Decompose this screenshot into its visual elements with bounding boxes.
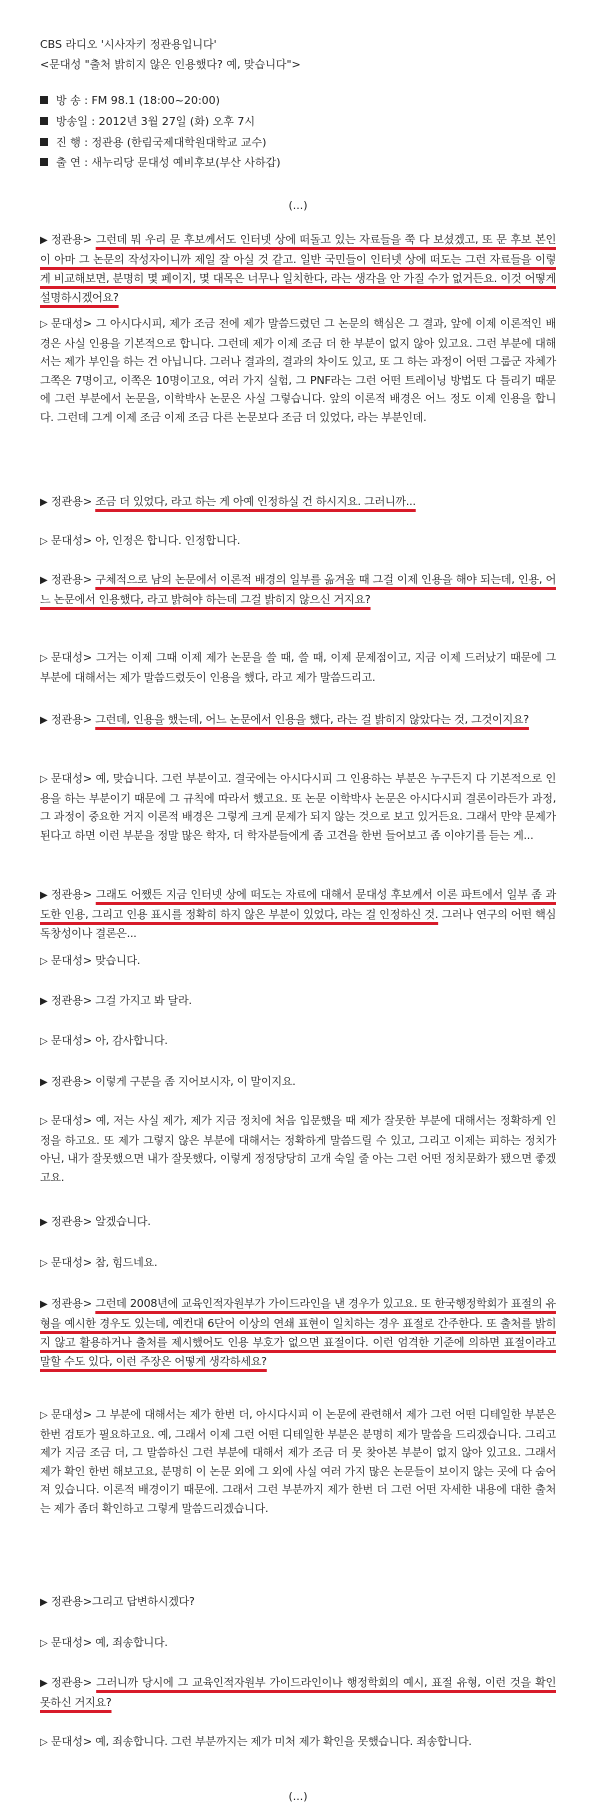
highlighted-question: 구체적으로 남의 논문에서 이론적 배경의 일부를 옮겨올 때 그걸 이제 인용을 해야 되는데, 인용, 어느 논문에서 인용했다, 라고 밝혀야 하는데 그걸 밝히지 않으신 거지요? [40,573,556,606]
highlighted-question: 그런데 2008년에 교육인적자원부가 가이드라인을 낸 경우가 있고요. 또 한국행정학회가 표절의 유형을 예시한 경우도 있는데, 예컨대 6단어 이상의 연쇄 표현이 일치하는 경우 표절로 간주한다. 또 출처를 밝히지 않고 활용하거나 출처를 제시했어도 인용 부호가 없으면 표절이다. 이런 엄격한 기준에 의하면 표절이라고 말할 수도 있다, 이런 주장은 어떻게 생각하세요? [40,1297,556,1368]
transcript-turn-host: ▶ 정관용> 조금 더 있었다, 라고 하는 게 아예 인정하실 건 하시지요. 그러니까... [40,495,416,508]
transcript-turn-guest: ▷ 문대성> 그거는 이제 그때 이제 제가 논문을 쓸 때, 쓸 때, 이제 문제점이고, 지금 이제 드러났기 때문에 그 부분에 대해서는 제가 말씀드렸듯이 인용을 했다, 라고 제가 말씀드리고. [40,651,556,684]
highlighted-question: 그런데 뭐 우리 문 후보께서도 인터넷 상에 떠돌고 있는 자료들을 쭉 다 보셨겠고, 또 문 후보 본인이 아마 그 논문의 작성자이니까 제일 잘 아실 것 같고. 일반 국민들이 인터넷 상에 떠도는 그런 자료들을 이렇게 비교해보면, 분명히 몇 페이지, 몇 대목은 너무나 일치한다, 라는 생각을 안 가질 수가 없거든요. 이것 어떻게 설명하시겠어요? [40,233,556,304]
omission-mark-bottom: (...) [288,1790,308,1803]
transcript-turn-guest: ▷ 문대성> 예, 죄송합니다. 그런 부분까지는 제가 미처 제가 확인을 못했습니다. 죄송합니다. [40,1735,472,1748]
highlighted-question: 그래도 어쨌든 지금 인터넷 상에 떠도는 자료에 대해서 문대성 후보께서 이론 파트에서 일부 좀 과도한 인용, 그리고 인용 표시를 정확히 하지 않은 부분이 있었다, 라는 걸 인정하신 것. [40,888,556,921]
transcript-turn-host: ▶ 정관용>그리고 답변하시겠다? [40,1595,195,1608]
broadcast-info-row: 방 송 : FM 98.1 (18:00~20:00) [40,93,220,108]
transcript-turn-guest: ▷ 문대성> 아, 감사합니다. [40,1034,168,1047]
air-date-row: 방송일 : 2012년 3월 27일 (화) 오후 7시 [40,114,255,129]
guest-info-row: 출 연 : 새누리당 문대성 예비후보(부산 사하갑) [40,155,281,170]
highlighted-question: 조금 더 있었다, 라고 하는 게 아예 인정하실 건 하시지요. 그러니까... [95,495,416,508]
transcript-turn-guest: ▷ 문대성> 맞습니다. [40,954,141,967]
transcript-turn-host: ▶ 정관용> 그런데, 인용을 했는데, 어느 논문에서 인용을 했다, 라는 걸 밝히지 않았다는 것, 그것이지요? [40,713,529,726]
transcript-turn-host: ▶ 정관용> 그러니까 당시에 그 교육인적자원부 가이드라인이나 행정학회의 예시, 표절 유형, 이런 것을 확인 못하신 거지요? [40,1676,556,1709]
square-bullet-icon [40,117,48,125]
transcript-turn-host: ▶ 정관용> 이렇게 구분을 좀 지어보시자, 이 말이지요. [40,1075,296,1088]
omission-mark-top: (...) [288,199,308,212]
transcript-turn-guest: ▷ 문대성> 그 부분에 대해서는 제가 한번 더, 아시다시피 이 논문에 관련해서 제가 그런 어떤 디테일한 부분은 한번 검토가 필요하고요. 예, 그래서 이제 그런 어떤 디테일한 부분은 분명히 제가 말씀을 드리겠습니다. 그리고 제가 지금 조금 더, 그 말씀하신 그런 부분에 대해서 제가 조금 더 못 찾아본 부분이 없지 않아 있고요. 그래서 제가 확인 한번 해보고요, 분명히 이 논문 외에 그 외에 사실 여러 가지 많은 논문들이 보이지 않는 곳에 다 숨어져 있습니다. 이론적 배경이기 때문에. 그래서 그런 부분까지 제가 한번 더 그런 어떤 자세한 내용에 대한 출처는 제가 좀더 확인하고 그렇게 말씀드리겠습니다. [40,1408,556,1515]
transcript-turn-guest: ▷ 문대성> 예, 죄송합니다. [40,1636,168,1649]
transcript-turn-guest: ▷ 문대성> 예, 맞습니다. 그런 부분이고. 결국에는 아시다시피 그 인용하는 부분은 누구든지 다 기본적으로 인용을 하는 부분이기 때문에 그 규칙에 따라서 했고요. 또 논문 이학박사 논문은 아시다시피 결론이라든가 과정, 그 과정이 중요한 거지 이론적 배경은 그렇게 크게 문제가 되지 않는 것으로 보고 있거든요. 그래서 만약 문제가 된다고 하면 이런 부분을 정말 많은 학자, 더 학자분들에게 좀 고견을 한번 들어보고 좀 이야기를 듣는 게... [40,772,556,842]
square-bullet-icon [40,96,48,104]
transcript-turn-host: ▶ 정관용> 그런데 2008년에 교육인적자원부가 가이드라인을 낸 경우가 있고요. 또 한국행정학회가 표절의 유형을 예시한 경우도 있는데, 예컨대 6단어 이상의 연쇄 표현이 일치하는 경우 표절로 간주한다. 또 출처를 밝히지 않고 활용하거나 출처를 제시했어도 인용 부호가 없으면 표절이다. 이런 엄격한 기준에 의하면 표절이라고 말할 수도 있다, 이런 주장은 어떻게 생각하세요? [40,1297,556,1368]
transcript-turn-host: ▶ 정관용> 그래도 어쨌든 지금 인터넷 상에 떠도는 자료에 대해서 문대성 후보께서 이론 파트에서 일부 좀 과도한 인용, 그리고 인용 표시를 정확히 하지 않은 부분이 있었다, 라는 걸 인정하신 것. 그러나 연구의 어떤 핵심 독창성이나 결론은... [40,888,556,940]
transcript-turn-host: ▶ 정관용> 구체적으로 남의 논문에서 이론적 배경의 일부를 옮겨올 때 그걸 이제 인용을 해야 되는데, 인용, 어느 논문에서 인용했다, 라고 밝혀야 하는데 그걸 밝히지 않으신 거지요? [40,573,556,606]
highlighted-question: 그런데, 인용을 했는데, 어느 논문에서 인용을 했다, 라는 걸 밝히지 않았다는 것, 그것이지요? [95,713,529,726]
square-bullet-icon [40,158,48,166]
square-bullet-icon [40,138,48,146]
highlighted-question: 그러니까 당시에 그 교육인적자원부 가이드라인이나 행정학회의 예시, 표절 유형, 이런 것을 확인 못하신 거지요? [40,1676,556,1709]
transcript-turn-guest: ▷ 문대성> 예, 저는 사실 제가, 제가 지금 정치에 처음 입문했을 때 제가 잘못한 부분에 대해서는 정확하게 인정을 하고요. 또 제가 그렇지 않은 부분에 대해서는 정확하게 말씀드릴 수 있고, 그리고 이제는 피하는 정치가 아닌, 내가 잘못했으면 내가 잘못했다, 이렇게 정정당당히 고개 숙일 줄 아는 그런 어떤 정치문화가 됐으면 좋겠고요. [40,1114,556,1184]
article-headline: <문대성 "출처 밝히지 않은 인용했다? 예, 맞습니다"> [40,58,301,71]
transcript-turn-guest: ▷ 문대성> 참, 힘드네요. [40,1256,158,1269]
transcript-turn-host: ▶ 정관용> 알겠습니다. [40,1215,151,1228]
program-title: CBS 라디오 '시사자키 정관용입니다' [40,38,217,51]
transcript-turn-host: ▶ 정관용> 그런데 뭐 우리 문 후보께서도 인터넷 상에 떠돌고 있는 자료들을 쭉 다 보셨겠고, 또 문 후보 본인이 아마 그 논문의 작성자이니까 제일 잘 아실 것 같고. 일반 국민들이 인터넷 상에 떠도는 그런 자료들을 이렇게 비교해보면, 분명히 몇 페이지, 몇 대목은 너무나 일치한다, 라는 생각을 안 가질 수가 없거든요. 이것 어떻게 설명하시겠어요? [40,233,556,304]
host-info-row: 진 행 : 정관용 (한림국제대학원대학교 교수) [40,135,266,150]
transcript-turn-host: ▶ 정관용> 그걸 가지고 봐 달라. [40,994,192,1007]
transcript-turn-guest: ▷ 문대성> 그 아시다시피, 제가 조금 전에 제가 말씀드렸던 그 논문의 핵심은 그 결과, 앞에 이제 이론적인 배경은 사실 인용을 기본적으로 합니다. 그런데 제가 이제 조금 더 한 부분이 없지 않아 있고요. 그런 부분에 대해서는 제가 부인을 하는 건 아닙니다. 그러나 결과의, 결과의 차이도 있고, 또 그 하는 과정이 어떤 그룹군 자체가 그쪽은 7명이고, 이쪽은 10명이고요, 여러 가지 실험, 그 PNF라는 그런 어떤 트레이닝 방법도 다 틀리기 때문에 그런 부분에서 논문을, 이학박사 논문은 사실 그렇습니다. 앞의 이론적 배경은 어느 정도 이제 인용을 합니다. 그런데 그게 이제 조금 이제 조금 다른 논문보다 조금 더 있었다, 라는 부분인데. [40,317,556,424]
transcript-turn-guest: ▷ 문대성> 아, 인정은 합니다. 인정합니다. [40,534,241,547]
